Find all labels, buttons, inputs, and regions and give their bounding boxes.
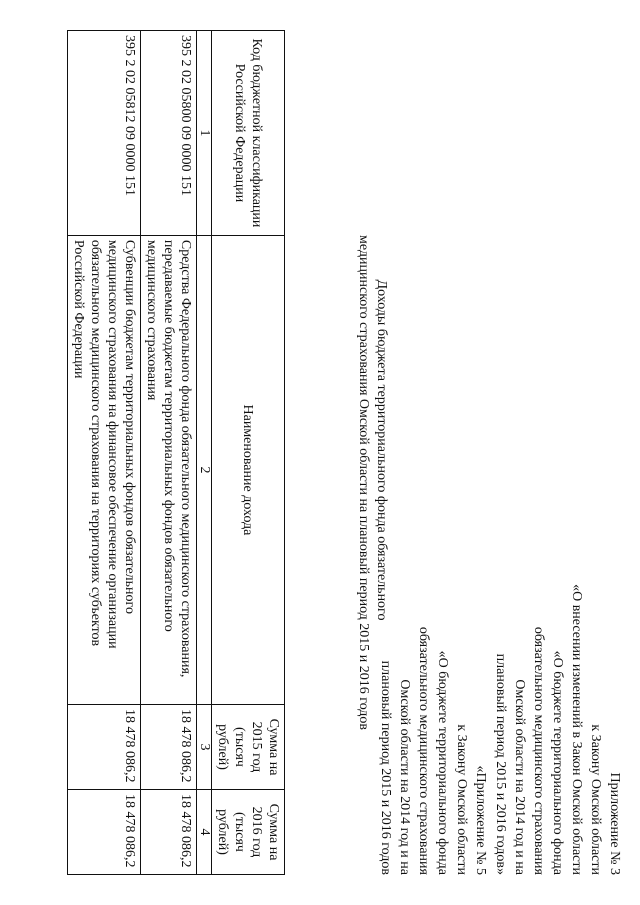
appendix-line: к Закону Омской области: [588, 724, 603, 875]
header-name: Наименование дохода: [212, 235, 285, 704]
table-header-row: [212, 31, 285, 875]
row-name: Субвенции бюджетам территориальных фондов обязательного медицинского страхования на финансовое обеспечение организации обязательного медицинского страхования на территориях субъектов Российской Федерации: [68, 235, 141, 704]
appendix-3-header: [491, 545, 624, 875]
column-number: 3: [197, 705, 212, 790]
row-sum-2015: 18 478 086,2: [68, 705, 141, 790]
document-title: [354, 235, 390, 731]
row-code: 395 2 02 05800 09 0000 151: [141, 31, 197, 236]
title-line-2: медицинского страхования Омской области на плановый период 2015 и 2016 годов: [356, 235, 371, 731]
appendix-line: к Закону Омской области: [454, 724, 469, 875]
appendix-line: обязательного медицинского страхования: [531, 626, 546, 875]
header-code: Код бюджетной классификации Российской Федерации: [212, 31, 285, 236]
column-number-row: [197, 31, 212, 875]
row-sum-2015: 18 478 086,2: [141, 705, 197, 790]
appendix-line: «Приложение № 5: [473, 765, 488, 875]
header-sum-2016: Сумма на 2016 год (тысяч рублей): [212, 789, 285, 874]
appendix-line: Омской области на 2014 год и на: [397, 679, 412, 875]
appendix-line: Приложение № 3: [607, 772, 622, 875]
appendix-line: Омской области на 2014 год и на: [512, 679, 527, 875]
appendix-5-header: [376, 575, 490, 875]
table-row: [68, 31, 141, 875]
appendix-line: обязательного медицинского страхования: [416, 626, 431, 875]
table-row: [141, 31, 197, 875]
row-code: 395 2 02 05812 09 0000 151: [68, 31, 141, 236]
column-number: 1: [197, 31, 212, 236]
column-number: 4: [197, 789, 212, 874]
column-number: 2: [197, 235, 212, 704]
appendix-line: плановый период 2015 и 2016 годов: [378, 660, 393, 875]
row-name: Средства Федерального фонда обязательного медицинского страхования, передаваемые бюджетам территориальных фондов обязательного медицинского страхования: [141, 235, 197, 704]
appendix-line: «О бюджете территориального фонда: [435, 650, 450, 875]
appendix-line: «О бюджете территориального фонда: [550, 650, 565, 875]
row-sum-2016: 18 478 086,2: [68, 789, 141, 874]
title-line-1: Доходы бюджета территориального фонда обязательного: [374, 279, 389, 621]
row-sum-2016: 18 478 086,2: [141, 789, 197, 874]
appendix-line: плановый период 2015 и 2016 годов»: [493, 653, 508, 875]
appendix-line: «О внесении изменений в Закон Омской области: [569, 584, 584, 875]
income-table: [67, 30, 285, 875]
header-sum-2015: Сумма на 2015 год (тысяч рублей): [212, 705, 285, 790]
